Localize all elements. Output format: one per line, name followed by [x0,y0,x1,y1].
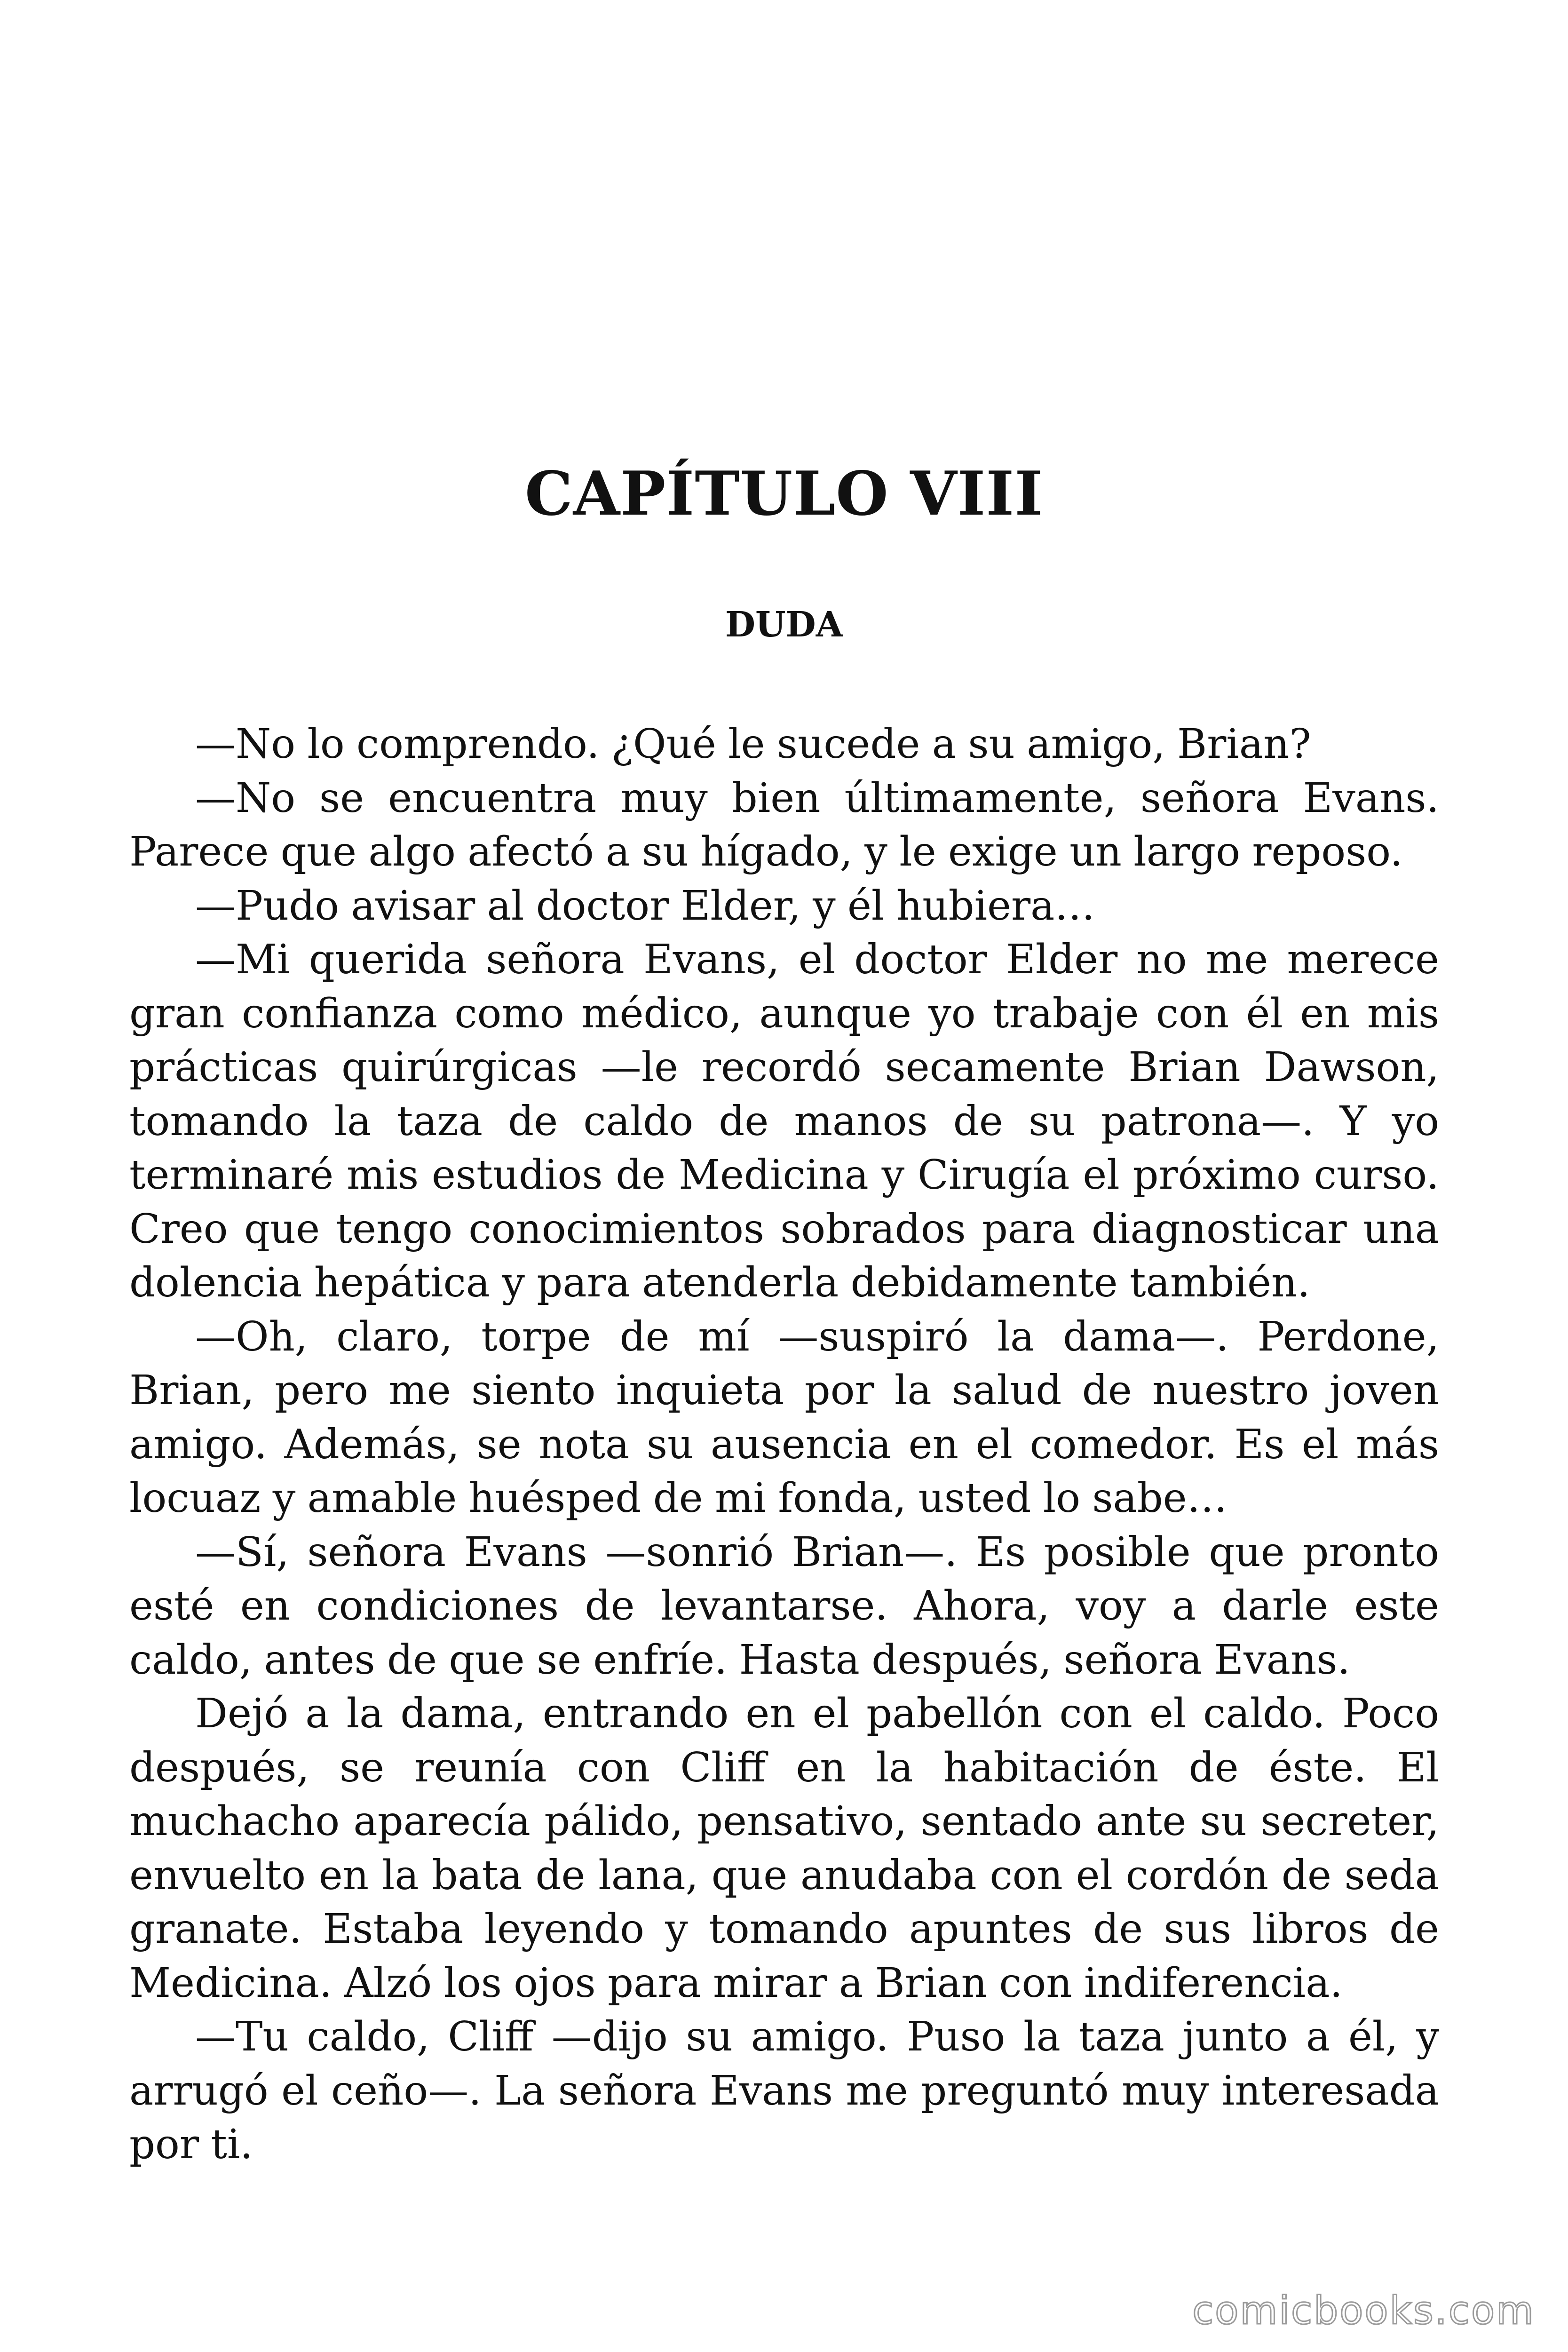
paragraph: —Tu caldo, Cliff —dijo su amigo. Puso la taza junto a él, y arrugó el ceño—. La señora Evans me preguntó muy interesada por ti. [129,2013,1439,2168]
paragraph: —Pudo avisar al doctor Elder, y él hubiera… [195,882,1095,930]
paragraph: —No lo comprendo. ¿Qué le sucede a su amigo, Brian? [195,721,1311,768]
paragraph: —Sí, señora Evans —sonrió Brian—. Es posible que pronto esté en condiciones de levantarse. Ahora, voy a darle este caldo, antes de que se enfríe. Hasta después, señora Evans. [129,1528,1439,1684]
chapter-subtitle: DUDA [725,604,843,645]
paragraph: —No se encuentra muy bien últimamente, señora Evans. Parece que algo afectó a su hígado, y le exige un largo reposo. [129,774,1439,875]
paragraph: —Oh, claro, torpe de mí —suspiró la dama—. Perdone, Brian, pero me siento inquieta por la salud de nuestro joven amigo. Además, se nota su ausencia en el comedor. Es el más locuaz y amable huésped de mi fonda, usted lo sabe… [129,1313,1439,1522]
chapter-body [129,717,1439,2172]
chapter-title: CAPÍTULO VIII [524,459,1044,529]
watermark: comicbooks.com [1192,2288,1535,2333]
paragraph: Dejó a la dama, entrando en el pabellón con el caldo. Poco después, se reunía con Cliff en la habitación de éste. El muchacho aparecía pálido, pensativo, sentado ante su secreter, envuelto en la bata de lana, que anudaba con el cordón de seda granate. Estaba leyendo y tomando apuntes de sus libros de Medicina. Alzó los ojos para mirar a Brian con indiferencia. [129,1690,1439,2007]
paragraph: —Mi querida señora Evans, el doctor Elder no me merece gran confianza como médico, aunque yo trabaje con él en mis prácticas quirúrgicas —le recordó secamente Brian Dawson, tomando la taza de caldo de manos de su patrona—. Y yo terminaré mis estudios de Medicina y Cirugía el próximo curso. Creo que tengo conocimientos sobrados para diagnosticar una dolencia hepática y para atenderla debidamente también. [129,936,1439,1306]
